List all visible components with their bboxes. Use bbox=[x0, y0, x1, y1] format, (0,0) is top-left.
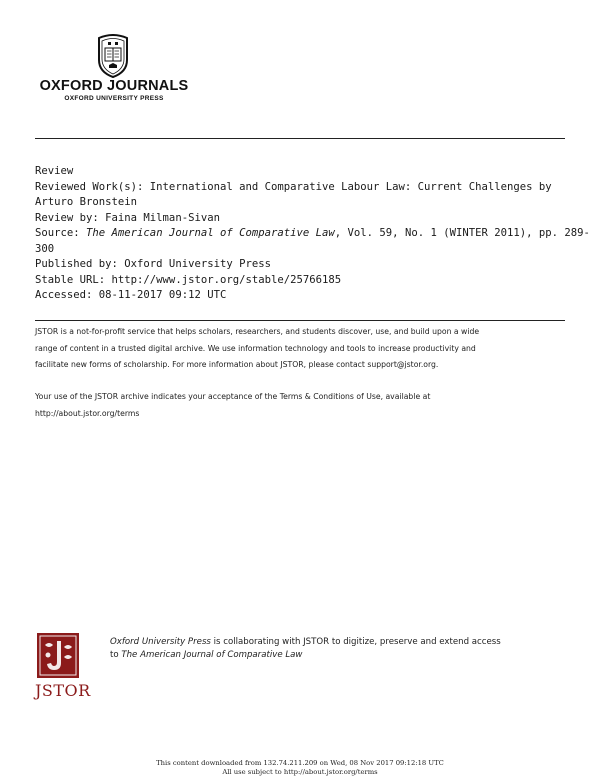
download-line1: This content downloaded from 132.74.211.209 on Wed, 08 Nov 2017 09:12:18 UTC bbox=[156, 759, 444, 767]
jstor-wordmark: JSTOR bbox=[35, 681, 91, 700]
download-notice bbox=[90, 759, 510, 776]
publisher-subtitle: OXFORD UNIVERSITY PRESS bbox=[64, 95, 164, 102]
terms-line1: Your use of the JSTOR archive indicates your acceptance of the Terms & Conditions of Use, available at bbox=[35, 392, 431, 401]
oxford-crest-icon bbox=[96, 34, 130, 78]
jstor-emblem-icon bbox=[37, 633, 79, 678]
reviewed-works-line1: Reviewed Work(s): International and Comparative Labour Law: Current Challenges by bbox=[35, 180, 552, 193]
review-by: Review by: Faina Milman-Sivan bbox=[35, 211, 220, 224]
citation-divider bbox=[35, 320, 565, 321]
collab-to: to bbox=[110, 649, 122, 660]
header-divider bbox=[35, 138, 565, 139]
source-rest: , Vol. 59, No. 1 (WINTER 2011), pp. 289- bbox=[334, 227, 590, 239]
collab-text: is collaborating with JSTOR to digitize, preserve and extend access bbox=[210, 637, 501, 647]
source-label: Source: bbox=[35, 227, 87, 239]
notice-line1: JSTOR is a not-for-profit service that helps scholars, researchers, and students discover, use, and build upon a wide bbox=[35, 327, 480, 336]
stable-url-link[interactable]: Stable URL: http://www.jstor.org/stable/25766185 bbox=[35, 273, 342, 286]
notice-line2: range of content in a trusted digital archive. We use information technology and tools to increase productivity and bbox=[35, 343, 476, 353]
terms-notice bbox=[35, 389, 565, 422]
source-journal: The American Journal of Comparative Law bbox=[86, 227, 335, 239]
citation-type: Review bbox=[35, 165, 74, 177]
source-pages-cont: 300 bbox=[35, 242, 55, 255]
jstor-notice bbox=[35, 324, 565, 374]
publisher-name: OXFORD JOURNALS bbox=[39, 78, 189, 94]
published-by: Published by: Oxford University Press bbox=[35, 258, 271, 270]
reviewed-works-line2: Arturo Bronstein bbox=[35, 196, 138, 208]
collab-journal: The American Journal of Comparative Law bbox=[121, 649, 303, 660]
source-line bbox=[35, 226, 590, 242]
citation-block bbox=[35, 164, 590, 304]
jstor-logo bbox=[35, 633, 91, 705]
collaboration-note bbox=[110, 636, 565, 661]
download-line2: All use subject to http://about.jstor.org/terms bbox=[222, 767, 378, 776]
collab-publisher: Oxford University Press bbox=[110, 637, 211, 647]
notice-line3[interactable]: facilitate new forms of scholarship. For more information about JSTOR, please contact support@jstor.org. bbox=[35, 360, 439, 369]
accessed-date: Accessed: 08-11-2017 09:12 UTC bbox=[35, 289, 227, 301]
terms-link[interactable]: http://about.jstor.org/terms bbox=[35, 408, 140, 418]
